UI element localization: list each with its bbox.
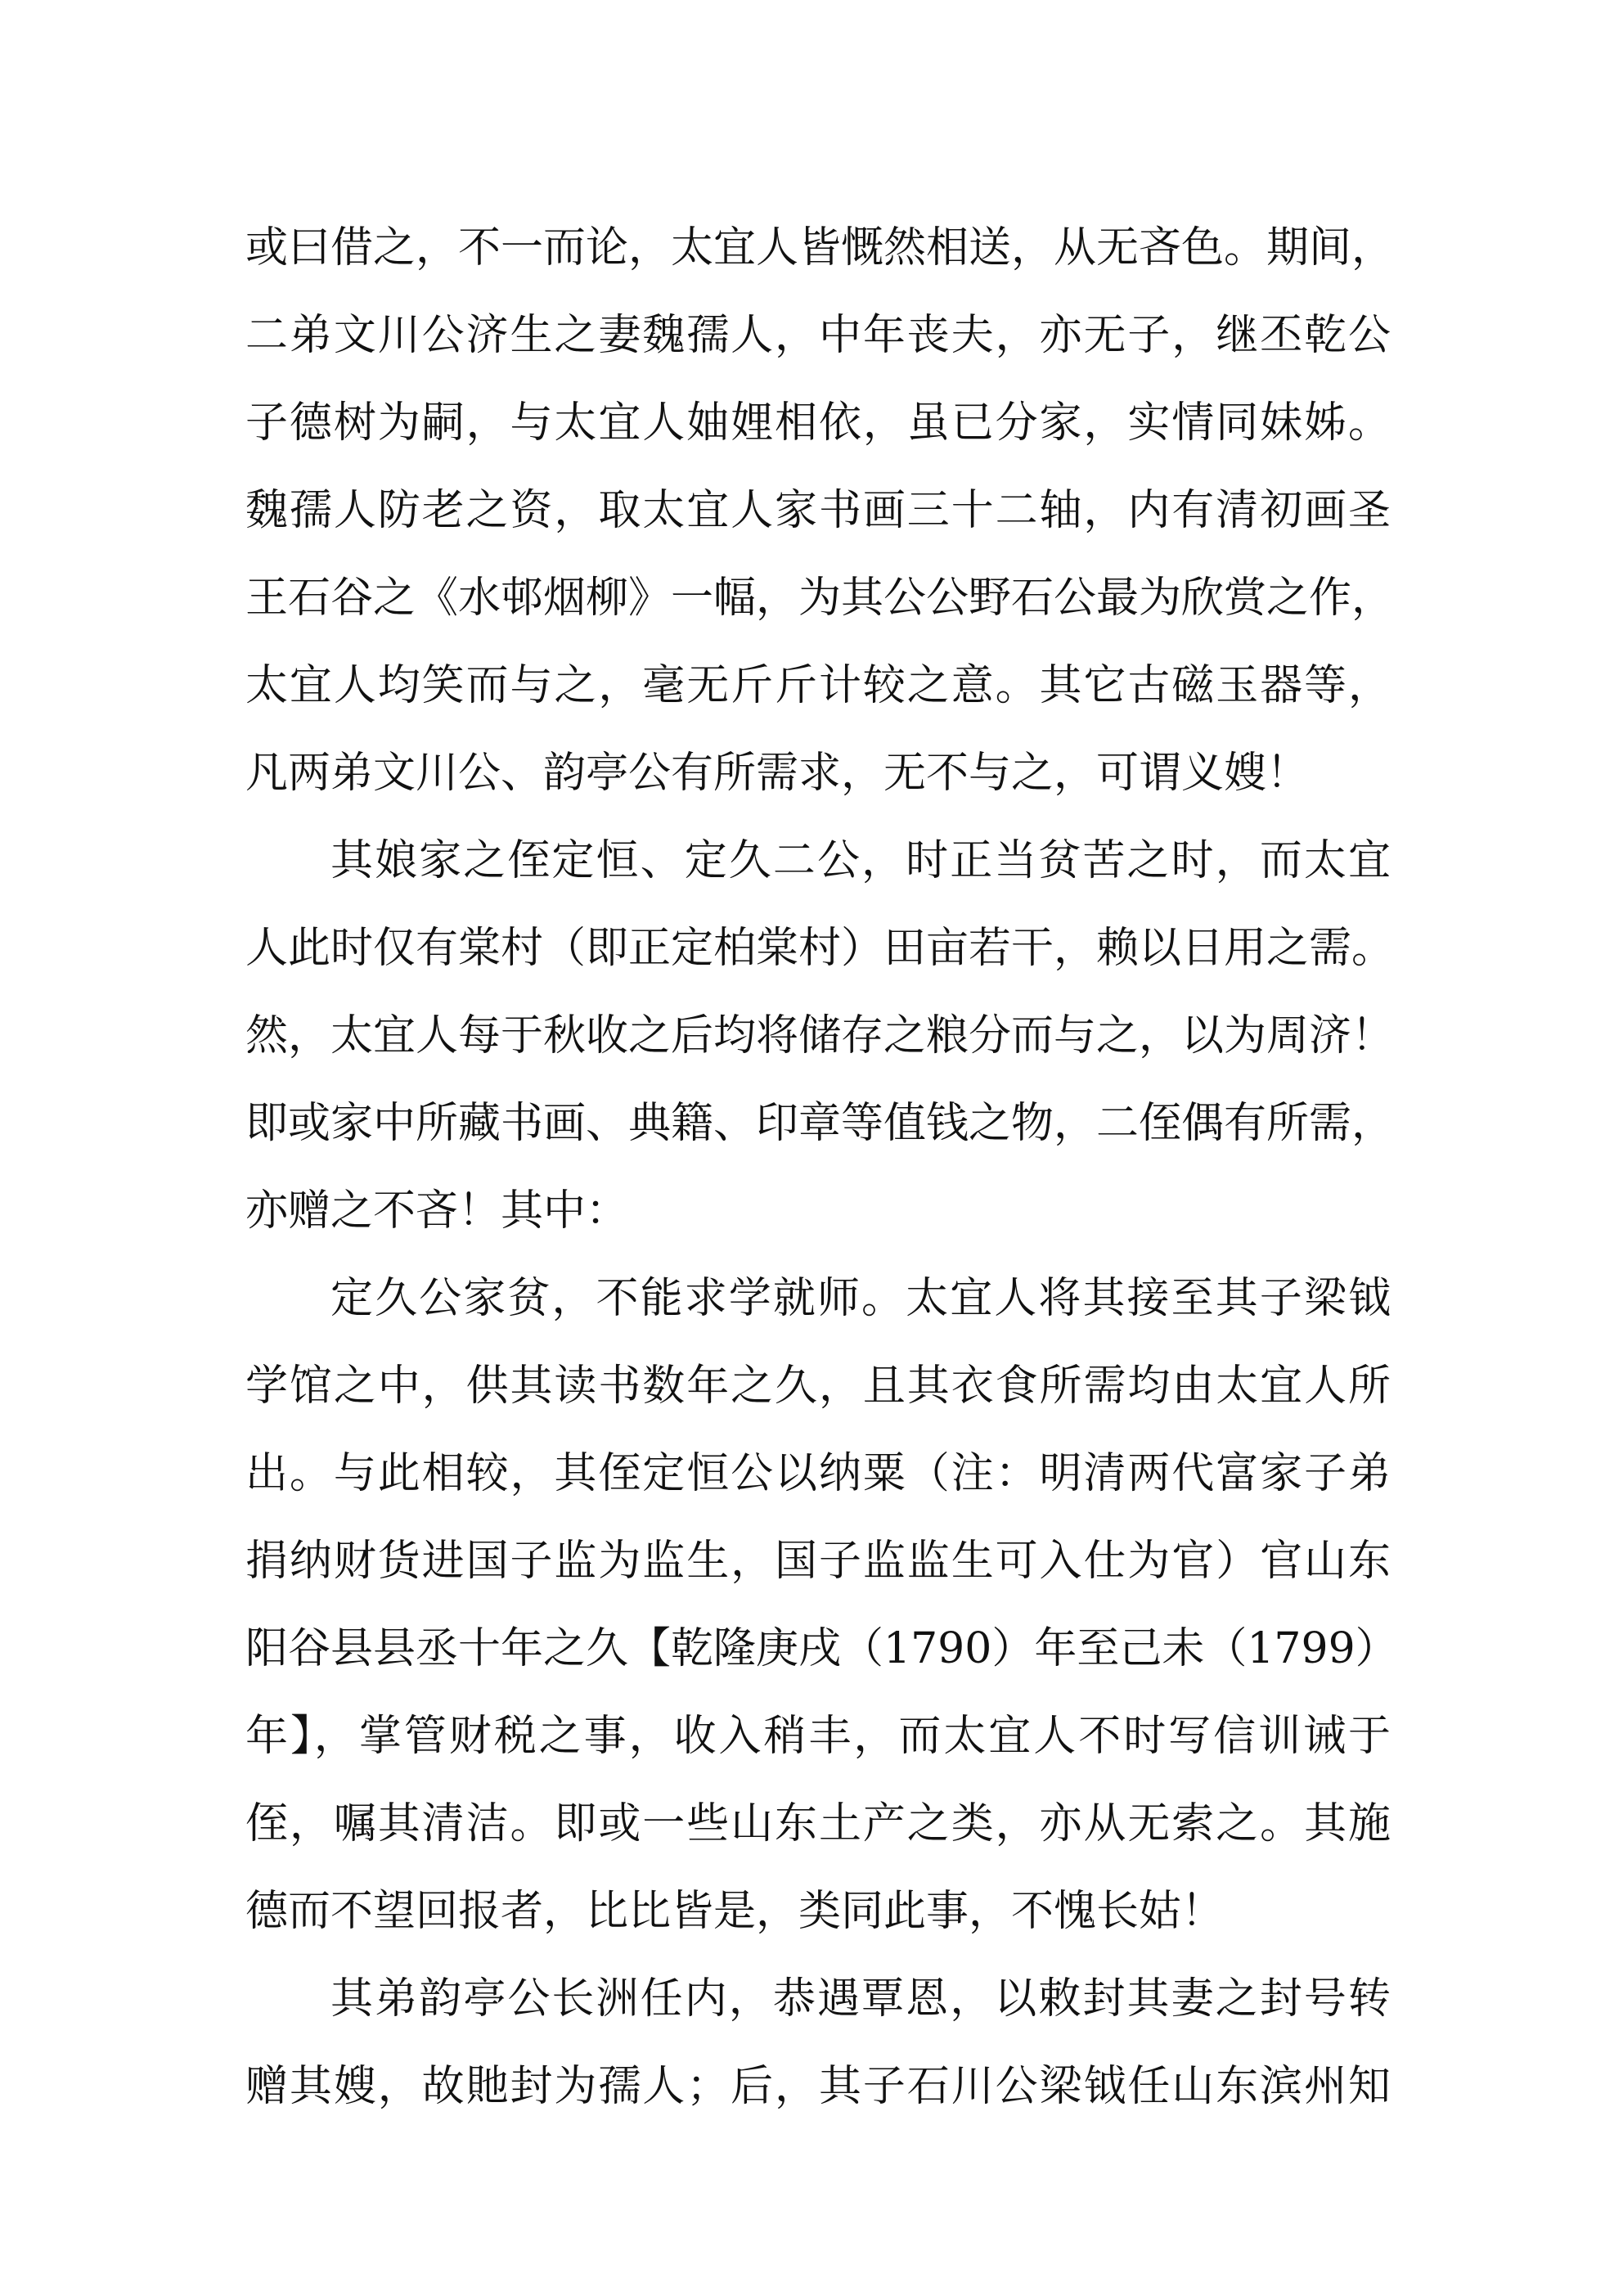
text-line: 凡两弟文川公、韵亭公有所需求，无不与之，可谓义嫂！ — [245, 749, 1310, 798]
text-line: 即或家中所藏书画、典籍、印章等值钱之物，二侄偶有所需， — [245, 1099, 1395, 1148]
text-line: 太宜人均笑而与之，毫无斤斤计较之意。其它古磁玉器等， — [245, 661, 1391, 710]
body-text — [245, 205, 1398, 2131]
text-line: 其弟韵亭公长洲任内，恭遇覃恩，以敕封其妻之封号转 — [330, 1974, 1391, 2024]
text-line: 二弟文川公济生之妻魏孺人，中年丧夫，亦无子，继丕乾公 — [245, 311, 1391, 360]
text-line: 侄，嘱其清洁。即或一些山东土产之类，亦从无索之。其施 — [245, 1799, 1391, 1848]
text-line: 定久公家贫，不能求学就师。太宜人将其接至其子梁钺 — [330, 1274, 1391, 1323]
text-line: 德而不望回报者，比比皆是，类同此事，不愧长姑！ — [245, 1887, 1225, 1936]
text-line: 人此时仅有棠村（即正定柏棠村）田亩若干，赖以日用之需。 — [245, 924, 1395, 973]
text-line: 其娘家之侄定恒、定久二公，时正当贫苦之时，而太宜 — [330, 836, 1391, 885]
text-line: 出。与此相较，其侄定恒公以纳粟（注：明清两代富家子弟 — [245, 1449, 1391, 1498]
text-line: 捐纳财货进国子监为监生，国子监监生可入仕为官）官山东 — [245, 1537, 1391, 1586]
text-line: 然，太宜人每于秋收之后均将储存之粮分而与之，以为周济！ — [245, 1011, 1395, 1060]
text-line: 年】，掌管财税之事，收入稍丰，而太宜人不时写信训诫于 — [245, 1712, 1391, 1761]
text-line: 魏孺人防老之资，取太宜人家书画三十二轴，内有清初画圣 — [245, 486, 1391, 535]
text-line: 子德树为嗣，与太宜人妯娌相依，虽已分家，实情同妹姊。 — [245, 398, 1391, 448]
text-line: 亦赠之不吝！其中： — [245, 1186, 629, 1236]
text-line: 阳谷县县丞十年之久【乾隆庚戌（1790）年至己未（1799） — [245, 1624, 1398, 1673]
text-line: 赠其嫂，故貤封为孺人；后，其子石川公梁钺任山东滨州知 — [245, 2062, 1391, 2111]
text-line: 学馆之中，供其读书数年之久，且其衣食所需均由太宜人所 — [245, 1362, 1391, 1411]
text-line: 或曰借之，不一而论，太宜人皆慨然相送，从无吝色。期间， — [245, 223, 1395, 272]
text-line: 王石谷之《水邨烟柳》一幅，为其公公野石公最为欣赏之作， — [245, 574, 1395, 623]
